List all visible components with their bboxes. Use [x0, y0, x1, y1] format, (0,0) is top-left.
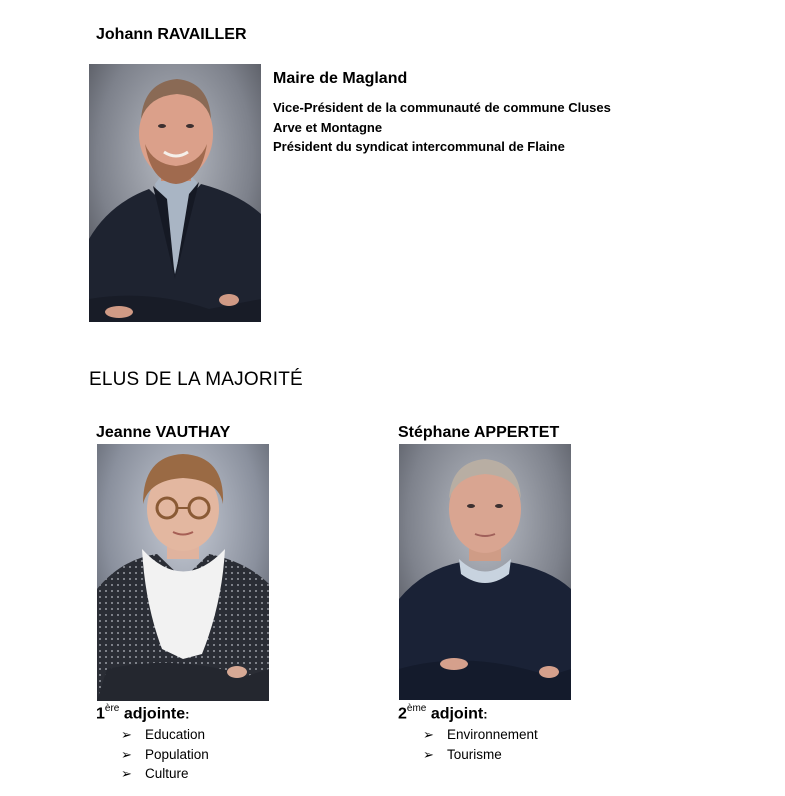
mayor-role-line: Vice-Président de la communauté de commune Cluses [273, 100, 611, 115]
mayor-photo [89, 64, 261, 322]
responsibility: Culture [145, 766, 189, 781]
responsibility: Environnement [447, 727, 538, 742]
arrow-bullet-icon: ➢ [121, 727, 132, 742]
list-item [121, 764, 209, 784]
rank-label: adjoint [430, 705, 484, 723]
responsibility: Tourisme [447, 746, 502, 762]
deputy-rank [398, 704, 488, 723]
mayor-role-line: Président du syndicat intercommunal de Flaine [273, 139, 565, 154]
mayor-title: Maire de Magland [273, 70, 408, 87]
rank-label: adjointe [123, 705, 186, 723]
rank-suffix: ème [406, 703, 427, 714]
list-item [423, 725, 538, 745]
rank-number: 2 [398, 705, 407, 723]
responsibility: Population [145, 746, 209, 762]
list-item [423, 745, 538, 765]
responsibilities-list [423, 725, 538, 764]
mayor-role-line: Arve et Montagne [273, 119, 383, 135]
deputy-name: Jeanne VAUTHAY [96, 424, 231, 441]
list-item [121, 745, 209, 765]
responsibilities-list [121, 725, 209, 784]
responsibility: Education [145, 727, 206, 742]
mayor-name: Johann RAVAILLER [96, 26, 247, 43]
arrow-bullet-icon: ➢ [121, 746, 132, 762]
deputy-photo [97, 444, 269, 701]
arrow-bullet-icon: ➢ [423, 727, 434, 742]
section-title: ELUS DE LA MAJORITÉ [89, 369, 303, 390]
rank-number: 1 [96, 705, 105, 723]
list-item [121, 725, 209, 745]
deputy-name: Stéphane APPERTET [398, 424, 560, 441]
deputy-rank [96, 704, 190, 723]
mayor-roles [273, 98, 611, 157]
arrow-bullet-icon: ➢ [423, 746, 434, 762]
rank-colon: : [483, 706, 488, 722]
deputy-photo [399, 444, 571, 700]
rank-suffix: ère [104, 703, 120, 714]
arrow-bullet-icon: ➢ [121, 766, 132, 781]
rank-colon: : [185, 706, 190, 722]
